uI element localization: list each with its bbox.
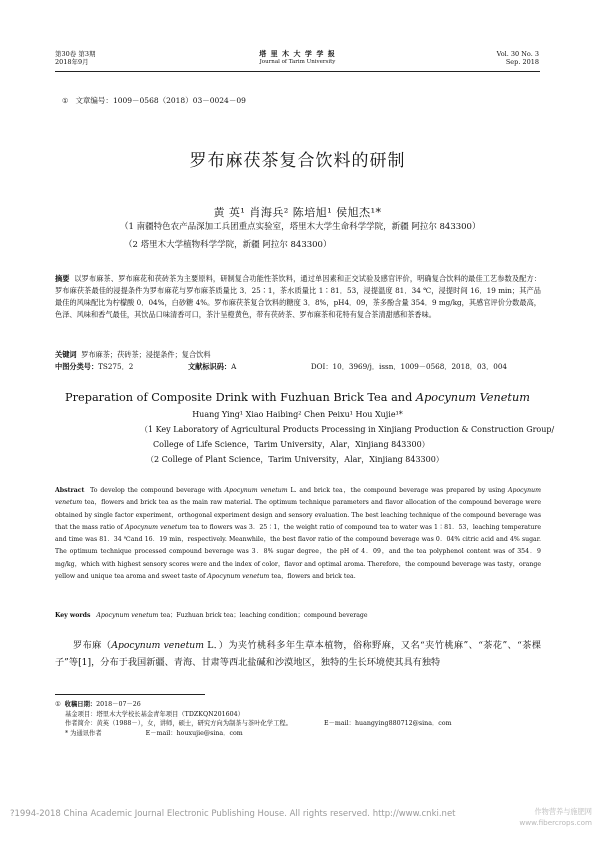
article-number-value: 1009－0568（2018）03－0024－09 — [112, 96, 246, 105]
abstract-cn — [55, 273, 541, 321]
watermark: 作物营养与施肥网 www.fibercrops.com — [519, 807, 592, 827]
journal-name-cn: 塔 里 木 大 学 学 报 — [259, 49, 336, 58]
journal-name-en: Journal of Tarim University — [259, 59, 336, 65]
keywords-cn-label: 关键词 — [55, 350, 77, 359]
journal-volume-en: Vol. 30 No. 3 — [496, 50, 539, 58]
abstract-en-text-4: tea to flowers was 3．25∶1，the weight ratio of compound tea to water was 1∶81．53，leaching temperature and time was 81．34 ℃and 16．19 min，respectively. Meanwhile，the best flavor ratio of the compound beverage was 0．04% citric acid and 4% sugar. The optimum technique processed compound beverage was 3．8% sugar degree，the pH of 4．09，and the tea polyphenol content was of 354．9 mg/kg，which with highest sensory scores were and the index of color，flavor and optimal aroma. Therefore，the compound beverage was tasty，orange yellow and unique tea aroma and sweet taste of — [55, 523, 542, 581]
header-center — [190, 50, 405, 66]
footnote-marker: ① — [55, 701, 61, 708]
journal-volume: 第30卷 第3期 — [55, 50, 96, 58]
body-species: Apocynum venetum — [111, 640, 204, 651]
abstract-en-text-3: tea，flowers and brick tea as the main raw material. The optimum technique parameters and flavor allocation of the compound beverage were obtained by single factor experiment，orthogonal experiment design and sensory evaluation. The best leaching technique of the compound beverage was that the mass ratio of — [55, 499, 541, 531]
doc-code-value: A — [231, 362, 237, 371]
abstract-en-species-4: Apocynum venetum — [207, 573, 270, 581]
abstract-en-label: Abstract — [55, 487, 85, 494]
header-left — [55, 50, 165, 66]
footnote-fund: 基金项目：塔里木大学校长基金青年项目（TDZKQN201604） — [65, 710, 244, 718]
title-en — [55, 391, 540, 404]
title-cn: 罗布麻茯茶复合饮料的研制 — [189, 151, 406, 171]
footnote-author — [55, 719, 541, 729]
doi: DOI：10．3969/j．issn．1009－0568．2018．03．004 — [310, 362, 508, 371]
header-rule — [55, 71, 540, 72]
corresponding-note: * 为通讯作者 — [65, 729, 102, 737]
authors-cn: 黄 英¹ 肖海兵² 陈培旭¹ 侯旭杰¹* — [213, 206, 382, 219]
corresponding-email: E－mail：houxujie@sina．com — [145, 729, 243, 737]
abstract-en-text-1: To develop the compound beverage with — [90, 487, 225, 494]
footnote — [55, 700, 541, 738]
copyright-notice: ?1994-2018 China Academic Journal Electronic Publishing House. All rights reserved. http://www.cnki.net — [10, 809, 456, 819]
affiliation-en-1: （1 Key Laboratory of Agricultural Products Processing in Xinjiang Production & Construction Group/ — [140, 425, 555, 434]
title-en-species: Apocynum Venetum — [415, 391, 530, 404]
title-en-main: Preparation of Composite Drink with Fuzhuan Brick Tea and — [65, 391, 416, 404]
abstract-cn-label: 摘要 — [55, 274, 70, 283]
doc-code-label: 文献标识码： — [187, 362, 232, 371]
article-number — [62, 96, 246, 106]
header-right — [429, 50, 539, 66]
clc-label: 中图分类号： — [55, 362, 99, 371]
keywords-en-text: tea；Fuzhuan brick tea；leaching condition；compound beverage — [158, 612, 368, 619]
footnote-received — [55, 700, 541, 710]
abstract-en — [55, 485, 541, 583]
keywords-en — [55, 610, 541, 622]
received-date: 2018－07－26 — [96, 701, 141, 708]
journal-date-en: Sep. 2018 — [505, 58, 539, 66]
affiliation-en-2: College of Life Science，Tarim University，Alar，Xinjiang 843300） — [153, 440, 430, 449]
keywords-en-label: Key words — [55, 612, 91, 619]
abstract-cn-text: 以罗布麻茶、罗布麻花和茯砖茶为主要原料，研制复合功能性茶饮料，通过单因素和正交试验及感官评价，明确复合饮料的最佳工艺参数及配方：罗布麻茯茶最佳的浸提条件为罗布麻花与罗布麻茶质量比 3．25∶1，茶水质量比 1∶81．53，浸提温度 81．34 ℃，浸提时间 16．19 min；其产品最佳的风味配比为柠檬酸 0．04%，白砂糖 4%。罗布麻茯茶复合饮料的糖度 3．8%，pH4．09，茶多酚含量 354．9 mg/kg，其感官评价分数最高，色泽、风味和香气最佳，其饮品口味清香可口，茶汁呈橙黄色，带有茯砖茶、罗布麻茶和花特有复合茶清甜感和茶香味。 — [55, 274, 541, 319]
abstract-en-text-2: L. and brick tea，the compound beverage was prepared by using — [287, 487, 509, 494]
keywords-cn-text: 罗布麻茶；茯砖茶；浸提条件；复合饮料 — [81, 350, 211, 359]
received-label: 收稿日期： — [64, 701, 97, 708]
article-number-label: 文章编号： — [75, 96, 113, 105]
keywords-en-species: Apocynum venetum — [96, 612, 159, 619]
abstract-en-species-3: Apocynum venetum — [125, 523, 188, 531]
author-email: E－mail：huangying880712@sina．com — [324, 720, 452, 728]
author-bio: 作者简介：黄英（1988－），女，讲师，硕士，研究方向为制茶与茶叶化学工程。 — [65, 720, 292, 728]
affiliation-cn-2: （2 塔里木大学植物科学学院，新疆 阿拉尔 843300） — [124, 240, 332, 250]
authors-en: Huang Ying¹ Xiao Haibing² Chen Peixu¹ Hou Xujie¹* — [192, 410, 403, 419]
abstract-en-species-2: Apocynum venetum — [55, 487, 541, 507]
body-text-1: 罗布麻（ — [73, 640, 112, 651]
article-number-marker: ① — [62, 97, 69, 105]
clc-value: TS275．2 — [98, 362, 134, 371]
abstract-en-species-1: Apocynum venetum — [224, 487, 288, 494]
journal-date: 2018年9月 — [55, 58, 89, 66]
body-text-2: L．）为夹竹桃科多年生草本植物，俗称野麻，又名“夹竹桃麻”、“茶花”、“茶棵子”等[1]，分布于我国新疆、青海、甘肃等西北盐碱和沙漠地区，独特的生长环境使其具有独特 — [55, 640, 542, 668]
abstract-en-text-5: tea，flowers and brick tea. — [269, 573, 356, 581]
keywords-cn — [55, 349, 541, 361]
footnote-corresponding — [55, 729, 541, 739]
footnote-rule — [55, 694, 205, 695]
body-paragraph-1 — [55, 637, 541, 671]
affiliation-en-3: （2 College of Plant Science，Tarim University，Alar，Xinjiang 843300） — [146, 455, 444, 464]
classification-line — [55, 361, 541, 373]
affiliation-cn-1: （1 南疆特色农产品深加工兵团重点实验室，塔里木大学生命科学学院，新疆 阿拉尔 843300） — [120, 222, 481, 232]
